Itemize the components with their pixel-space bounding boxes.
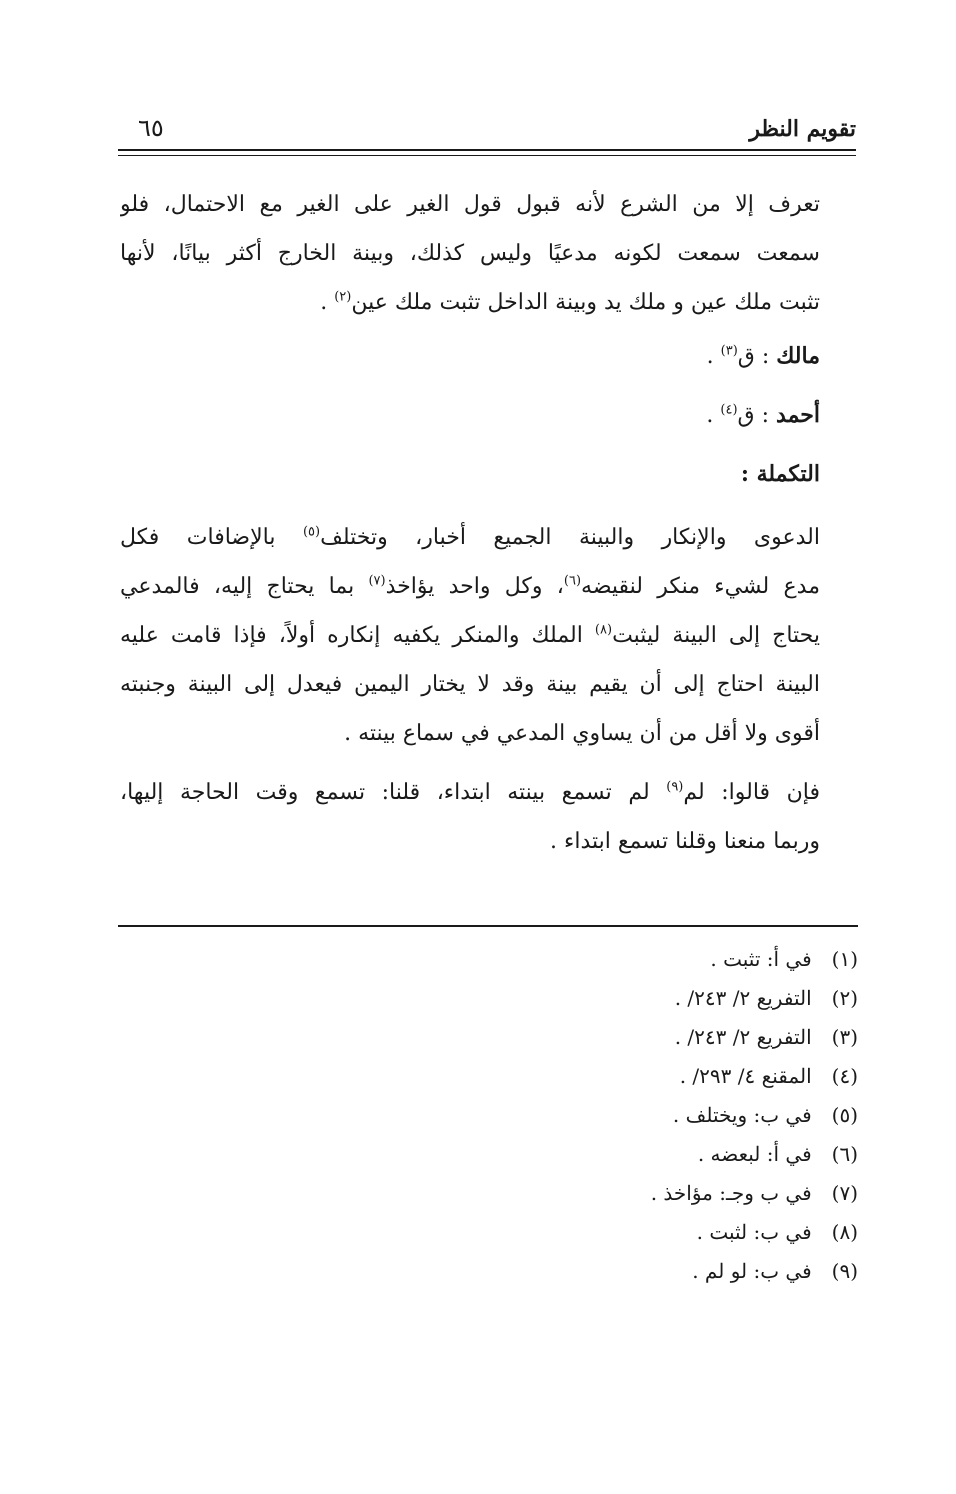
paragraph-3: [120, 768, 820, 866]
footnotes: [258, 940, 858, 1291]
text-line: فإن قالوا: لم$^{(٩)}$ لم تسمع بينته ابتداء، قلنا: تسمع وقت الحاجة إليها،: [120, 779, 820, 805]
footnote-item: (٤) المقنع ٤/ ٢٩٣/ .: [679, 1064, 858, 1088]
footnote-item: (٦) في أ: لبعضه .: [697, 1142, 858, 1166]
footnote-separator: [118, 925, 858, 927]
running-title: تقويم النظر: [749, 116, 856, 142]
footnote-ref: (٣): [720, 343, 738, 359]
footnote-ref: (٧): [368, 573, 386, 589]
text-line: وربما منعنا وقلنا تسمع ابتداء .: [550, 829, 820, 854]
paragraph-2: [120, 513, 820, 758]
footnote-item: (٣) التفريع ٢/ ٢٤٣/ .: [674, 1025, 858, 1049]
page-number: ٦٥: [138, 114, 164, 142]
footnote-item: (٩) في ب: لو لم .: [692, 1259, 858, 1283]
footnote-item: (٨) في ب: لثبت .: [696, 1220, 858, 1244]
text-line: الدعوى والإنكار والبينة الجميع أخبار، وتختلف$^{(٥)}$ بالإضافات فكل: [120, 524, 820, 550]
footnote-item: (٢) التفريع ٢/ ٢٤٣/ .: [674, 986, 858, 1010]
text-line: أقوى ولا أقل من أن يساوي المدعي في سماع بينته .: [344, 721, 820, 746]
text-line: تثبت ملك عين و ملك يد وبينة الداخل تثبت ملك عين$^{(٢)}$ .: [320, 289, 820, 315]
footnote-ref: (٨): [594, 622, 613, 638]
footnote-ref: (٢): [334, 289, 352, 305]
footnote-item: (٥) في ب: ويختلف .: [672, 1103, 858, 1127]
paragraph-1: [120, 180, 820, 327]
madhhab-label: مالك: [776, 343, 820, 369]
text-line: يحتاج إلى البينة ليثبت$^{(٨)}$ الملك والمنكر يكفيه إنكاره أولاً، فإذا قامت عليه: [120, 622, 820, 648]
header-rule-thin: [118, 155, 856, 156]
footnote-item: (٧) في ب وجـ: مؤاخذ .: [650, 1181, 858, 1205]
footnote-ref: (٥): [302, 524, 321, 540]
footnote-item: (١) في أ: تثبت .: [710, 947, 858, 971]
madhhab-label: أحمد: [776, 402, 820, 428]
footnote-ref: (٦): [563, 573, 582, 589]
text-line: البينة احتاج إلى أن يقيم بينة وقد لا يختار اليمين فيعدل إلى البينة وجنبته: [120, 672, 820, 697]
ahmad-opinion: أحمد : ق$^{(٤)}$ .: [706, 402, 820, 428]
header-rule-thick: [118, 149, 856, 151]
footnote-ref: (٩): [666, 779, 684, 795]
page-header: [118, 108, 856, 148]
footnote-ref: (٤): [720, 402, 738, 418]
text-line: مدع لشيء منكر لنقيضه$^{(٦)}$، وكل واحد يؤاخذ$^{(٧)}$ بما يحتاج إليه، فالمدعي: [120, 573, 820, 599]
text-line: سمعت سمعت لكونه مدعيًا وليس كذلك، وبينة الخارج أكثر بيانًا، لأنها: [120, 241, 820, 266]
section-heading: التكملة :: [740, 461, 820, 487]
text-line: تعرف إلا من الشرع لأنه قبول قول الغير على الغير مع الاحتمال، فلو: [120, 192, 820, 217]
main-text: [120, 180, 820, 866]
malik-opinion: مالك : ق$^{(٣)}$ .: [706, 343, 820, 369]
